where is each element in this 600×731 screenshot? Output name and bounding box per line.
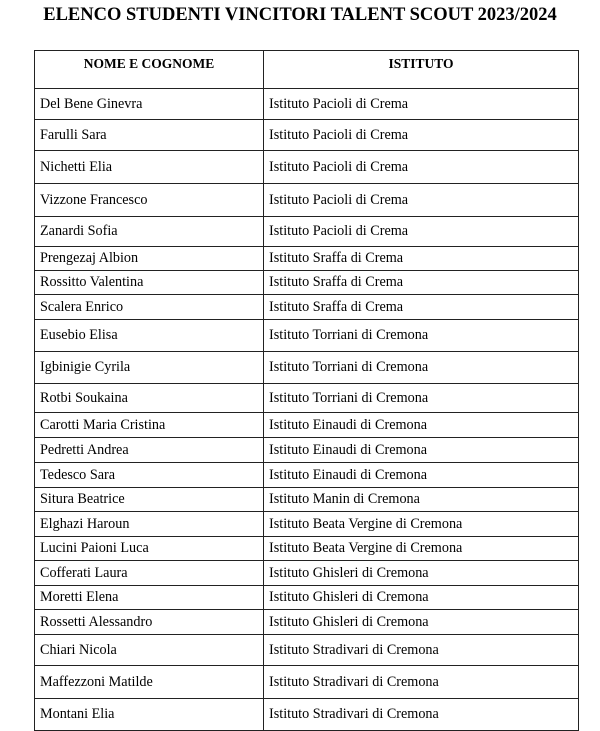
student-name: Farulli Sara <box>35 120 264 151</box>
table-row <box>35 610 579 635</box>
column-header-name: NOME E COGNOME <box>35 51 264 89</box>
student-name: Vizzone Francesco <box>35 184 264 217</box>
table-row <box>35 151 579 184</box>
student-school: Istituto Stradivari di Cremona <box>264 635 579 666</box>
student-name: Scalera Enrico <box>35 295 264 320</box>
student-school: Istituto Pacioli di Crema <box>264 120 579 151</box>
student-name: Igbinigie Cyrila <box>35 352 264 384</box>
table-row <box>35 295 579 320</box>
table-row <box>35 488 579 512</box>
student-school: Istituto Torriani di Cremona <box>264 384 579 413</box>
table-row <box>35 352 579 384</box>
student-name: Chiari Nicola <box>35 635 264 666</box>
table-row <box>35 537 579 561</box>
student-school: Istituto Ghisleri di Cremona <box>264 586 579 610</box>
student-school: Istituto Einaudi di Cremona <box>264 413 579 438</box>
student-school: Istituto Beata Vergine di Cremona <box>264 537 579 561</box>
student-school: Istituto Sraffa di Crema <box>264 295 579 320</box>
student-school: Istituto Sraffa di Crema <box>264 247 579 271</box>
student-name: Prengezaj Albion <box>35 247 264 271</box>
student-school: Istituto Einaudi di Cremona <box>264 463 579 488</box>
student-school: Istituto Stradivari di Cremona <box>264 699 579 731</box>
student-name: Montani Elia <box>35 699 264 731</box>
table-row <box>35 463 579 488</box>
student-name: Zanardi Sofia <box>35 217 264 247</box>
student-school: Istituto Pacioli di Crema <box>264 217 579 247</box>
student-school: Istituto Ghisleri di Cremona <box>264 561 579 586</box>
table-row <box>35 247 579 271</box>
student-name: Rotbi Soukaina <box>35 384 264 413</box>
table-row <box>35 561 579 586</box>
table-row <box>35 89 579 120</box>
student-name: Eusebio Elisa <box>35 320 264 352</box>
student-school: Istituto Einaudi di Cremona <box>264 438 579 463</box>
table-row <box>35 120 579 151</box>
student-name: Nichetti Elia <box>35 151 264 184</box>
table-row <box>35 413 579 438</box>
student-name: Pedretti Andrea <box>35 438 264 463</box>
student-school: Istituto Stradivari di Cremona <box>264 666 579 699</box>
student-school: Istituto Torriani di Cremona <box>264 352 579 384</box>
student-name: Moretti Elena <box>35 586 264 610</box>
table-row <box>35 635 579 666</box>
table-row <box>35 184 579 217</box>
student-name: Situra Beatrice <box>35 488 264 512</box>
student-school: Istituto Sraffa di Crema <box>264 271 579 295</box>
table-row <box>35 438 579 463</box>
table-row <box>35 271 579 295</box>
students-table <box>34 50 579 731</box>
table-row <box>35 384 579 413</box>
student-name: Carotti Maria Cristina <box>35 413 264 438</box>
student-school: Istituto Pacioli di Crema <box>264 151 579 184</box>
student-school: Istituto Manin di Cremona <box>264 488 579 512</box>
table-row <box>35 666 579 699</box>
table-row <box>35 320 579 352</box>
student-name: Lucini Paioni Luca <box>35 537 264 561</box>
student-school: Istituto Ghisleri di Cremona <box>264 610 579 635</box>
student-school: Istituto Torriani di Cremona <box>264 320 579 352</box>
table-row <box>35 586 579 610</box>
student-school: Istituto Pacioli di Crema <box>264 184 579 217</box>
table-row <box>35 699 579 731</box>
table-row <box>35 217 579 247</box>
student-name: Elghazi Haroun <box>35 512 264 537</box>
student-name: Rossetti Alessandro <box>35 610 264 635</box>
student-name: Cofferati Laura <box>35 561 264 586</box>
page-title: ELENCO STUDENTI VINCITORI TALENT SCOUT 2023/2024 <box>43 5 557 25</box>
student-name: Del Bene Ginevra <box>35 89 264 120</box>
student-name: Rossitto Valentina <box>35 271 264 295</box>
student-school: Istituto Beata Vergine di Cremona <box>264 512 579 537</box>
table-row <box>35 512 579 537</box>
student-school: Istituto Pacioli di Crema <box>264 89 579 120</box>
column-header-school: ISTITUTO <box>264 51 579 89</box>
student-name: Tedesco Sara <box>35 463 264 488</box>
student-name: Maffezzoni Matilde <box>35 666 264 699</box>
table-header-row <box>35 51 579 89</box>
